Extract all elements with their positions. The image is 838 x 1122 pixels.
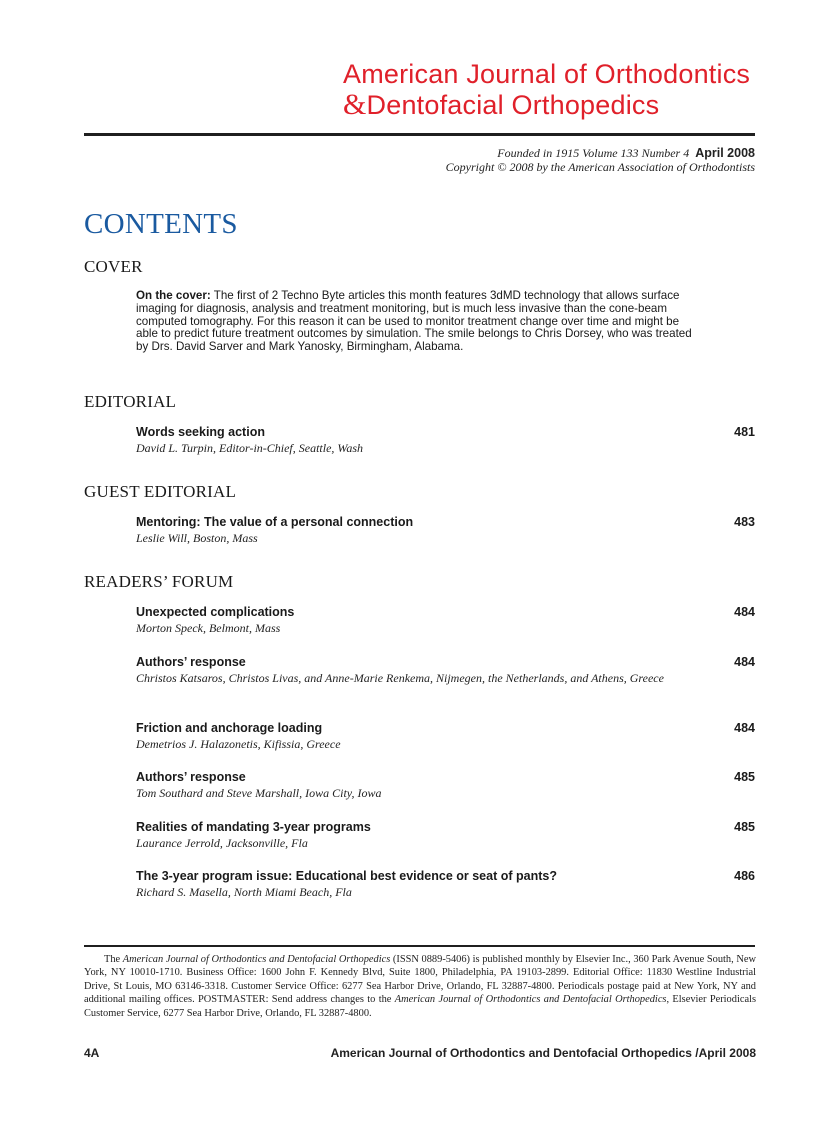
section-heading-guest-editorial: GUEST EDITORIAL bbox=[84, 482, 237, 501]
masthead-line-1: American Journal of Orthodontics bbox=[343, 59, 751, 89]
footnote-text: The bbox=[104, 954, 123, 965]
ampersand-glyph: & bbox=[343, 88, 367, 121]
article-authors: Christos Katsaros, Christos Livas, and Anne-Marie Renkema, Nijmegen, the Netherlands, and Athens, Greece bbox=[136, 671, 664, 685]
journal-name: American Journal of Orthodontics and Dentofacial Orthopedics bbox=[394, 994, 667, 1006]
article-title[interactable]: Words seeking action bbox=[136, 425, 265, 439]
footnote-text: , Elsevier Periodicals Customer Service, 6277 Sea Harbor Drive, Orlando, FL 32887-4800. bbox=[84, 994, 756, 1019]
article-authors: Demetrios J. Halazonetis, Kifissia, Greece bbox=[136, 737, 341, 751]
volume: Volume 133 bbox=[582, 146, 639, 160]
toc-entry[interactable] bbox=[136, 769, 755, 802]
copyright: Copyright © 2008 by the American Association of Orthodontists bbox=[445, 160, 755, 174]
toc-entry[interactable] bbox=[136, 720, 755, 753]
running-title: American Journal of Orthodontics and Dentofacial Orthopedics /April 2008 bbox=[330, 1046, 756, 1060]
header-rule bbox=[84, 133, 755, 136]
article-title[interactable]: Authors’ response bbox=[136, 770, 246, 784]
page-number: 484 bbox=[734, 721, 755, 735]
article-title[interactable]: Unexpected complications bbox=[136, 605, 295, 619]
toc-entry[interactable] bbox=[136, 514, 755, 547]
page-number: 483 bbox=[734, 515, 755, 529]
section-heading-editorial: EDITORIAL bbox=[84, 392, 177, 411]
cover-label: On the cover: bbox=[136, 289, 211, 302]
article-authors: Tom Southard and Steve Marshall, Iowa City, Iowa bbox=[136, 786, 382, 800]
article-title[interactable]: Friction and anchorage loading bbox=[136, 721, 323, 735]
masthead-line-2-text: Dentofacial Orthopedics bbox=[366, 90, 660, 120]
page-number: 484 bbox=[734, 605, 755, 619]
publication-footnote bbox=[84, 953, 756, 1020]
footnote-text: (ISSN 0889-5406) is published monthly by Elsevier Inc., 360 Park Avenue South, New York, NY 10010-1710. Business Office: 1600 John F. Kennedy Blvd, Suite 1800, Philadelphia, PA 19103-2899. Editorial Office: 11830 Westline Industrial Drive, St Louis, MO 63146-3318. Customer Service Office: 6277 Sea Harbor Drive, Orlando, FL 32887-4800. Periodicals postage paid at New York, NY and additional mailing offices. POSTMASTER: Send address changes to the bbox=[84, 954, 756, 1006]
number: Number 4 bbox=[641, 146, 690, 160]
article-title[interactable]: Mentoring: The value of a personal connection bbox=[136, 515, 414, 529]
article-authors: Richard S. Masella, North Miami Beach, Fla bbox=[136, 885, 352, 899]
page-title: CONTENTS bbox=[84, 208, 238, 240]
journal-masthead bbox=[343, 58, 763, 121]
masthead-line-2 bbox=[343, 89, 763, 121]
article-title[interactable]: Realities of mandating 3-year programs bbox=[136, 820, 371, 834]
article-authors: Morton Speck, Belmont, Mass bbox=[136, 621, 281, 635]
article-authors: Laurance Jerrold, Jacksonville, Fla bbox=[136, 836, 308, 850]
article-title[interactable]: Authors’ response bbox=[136, 655, 246, 669]
section-heading-readers-forum: READERS’ FORUM bbox=[84, 572, 234, 591]
page-number: 485 bbox=[734, 770, 755, 784]
page-number: 485 bbox=[734, 820, 755, 834]
article-authors: David L. Turpin, Editor-in-Chief, Seattle, Wash bbox=[136, 441, 363, 455]
toc-entry[interactable] bbox=[136, 654, 755, 687]
toc-entry[interactable] bbox=[136, 604, 755, 637]
toc-entry[interactable] bbox=[136, 868, 755, 901]
article-authors: Leslie Will, Boston, Mass bbox=[136, 531, 258, 545]
issue-info bbox=[446, 146, 755, 174]
page-number: 486 bbox=[734, 869, 755, 883]
founded: Founded in 1915 bbox=[497, 146, 580, 160]
page-number: 481 bbox=[734, 425, 755, 439]
footnote-rule bbox=[84, 945, 755, 947]
journal-name: American Journal of Orthodontics and Dentofacial Orthopedics bbox=[122, 954, 391, 965]
toc-entry[interactable] bbox=[136, 424, 755, 457]
cover-text: The first of 2 Techno Byte articles this month features 3dMD technology that allows surface imaging for diagnosis, analysis and treatment monitoring, but is much less invasive than the cone-beam computed tomography. For this reason it can be used to monitor treatment change over time and might be able to predict future treatment outcomes by simulation. The smile belongs to Chris Dorsey, who was treated by Drs. David Sarver and Mark Yanosky, Birmingham, Alabama. bbox=[136, 289, 692, 354]
page-folio: 4A bbox=[84, 1046, 100, 1060]
page-number: 484 bbox=[734, 655, 755, 669]
toc-entry[interactable] bbox=[136, 819, 755, 852]
article-title[interactable]: The 3-year program issue: Educational best evidence or seat of pants? bbox=[136, 869, 557, 883]
issue-line bbox=[446, 146, 755, 160]
cover-description bbox=[136, 290, 696, 354]
section-heading-cover: COVER bbox=[84, 257, 143, 276]
issue-date: April 2008 bbox=[695, 146, 755, 160]
